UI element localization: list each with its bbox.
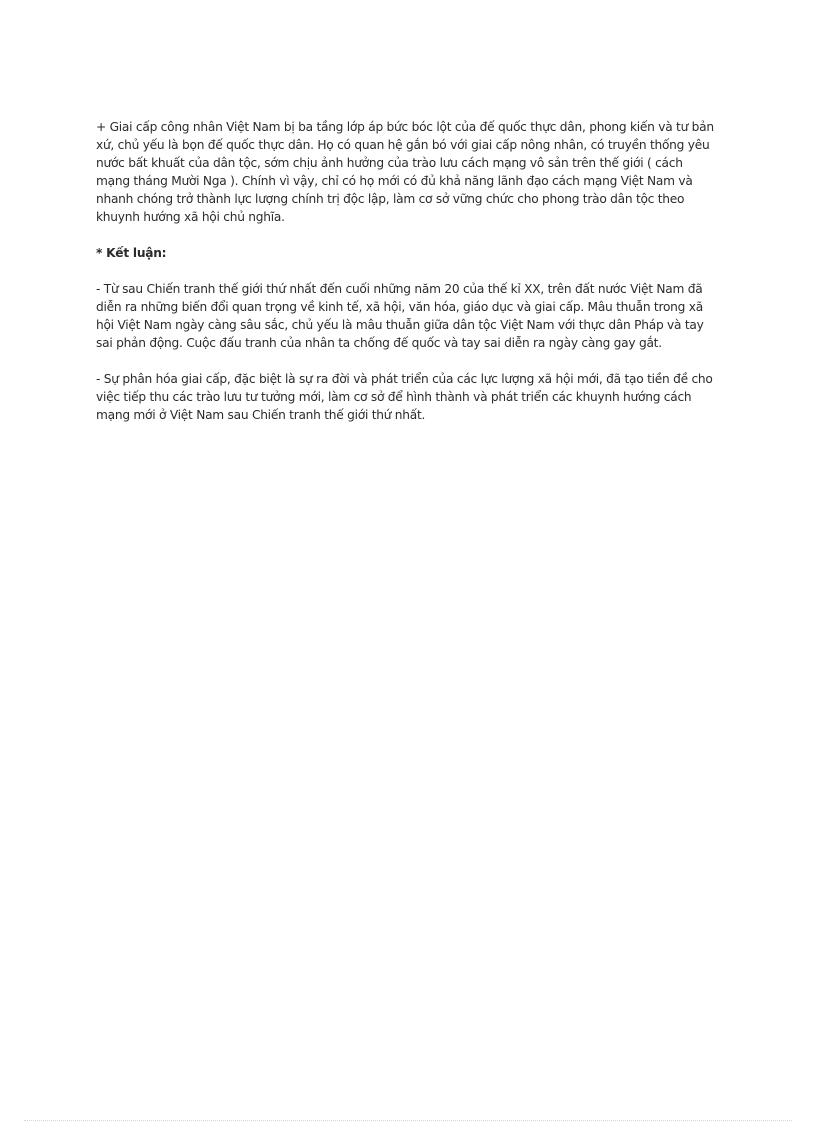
document-body — [96, 118, 720, 442]
conclusion-heading: * Kết luận: — [96, 246, 167, 260]
paragraph-working-class: + Giai cấp công nhân Việt Nam bị ba tầng lớp áp bức bóc lột của đế quốc thực dân, phong kiến và tư bản xứ, chủ yếu là bọn đế quốc thực dân. Họ có quan hệ gắn bó với giai cấp nông nhân, có truyền thống yêu nước bất khuất của dân tộc, sớm chịu ảnh hưởng của trào lưu cách mạng vô sản trên thế giới ( cách mạng tháng Mười Nga ). Chính vì vậy, chỉ có họ mới có đủ khả năng lãnh đạo cách mạng Việt Nam và nhanh chóng trở thành lực lượng chính trị độc lập, làm cơ sở vững chức cho phong trào dân tộc theo khuynh hướng xã hội chủ nghĩa. — [96, 120, 714, 224]
paragraph-conclusion-1: - Từ sau Chiến tranh thế giới thứ nhất đến cuối những năm 20 của thế kỉ XX, trên đất nước Việt Nam đã diễn ra những biến đổi quan trọng về kinh tế, xã hội, văn hóa, giáo dục và giai cấp. Mâu thuẫn trong xã hội Việt Nam ngày càng sâu sắc, chủ yếu là mâu thuẫn giữa dân tộc Việt Nam với thực dân Pháp và tay sai phản động. Cuộc đấu tranh của nhân ta chống đế quốc và tay sai diễn ra ngày càng gay gắt. — [96, 282, 704, 350]
paragraph-conclusion-2: - Sự phân hóa giai cấp, đặc biệt là sự ra đời và phát triển của các lực lượng xã hội mới, đã tạo tiền đề cho việc tiếp thu các trào lưu tư tưởng mới, làm cơ sở để hình thành và phát triển các khuynh hướng cách mạng mới ở Việt Nam sau Chiến tranh thế giới thứ nhất. — [96, 372, 713, 422]
footer-divider — [24, 1120, 792, 1121]
